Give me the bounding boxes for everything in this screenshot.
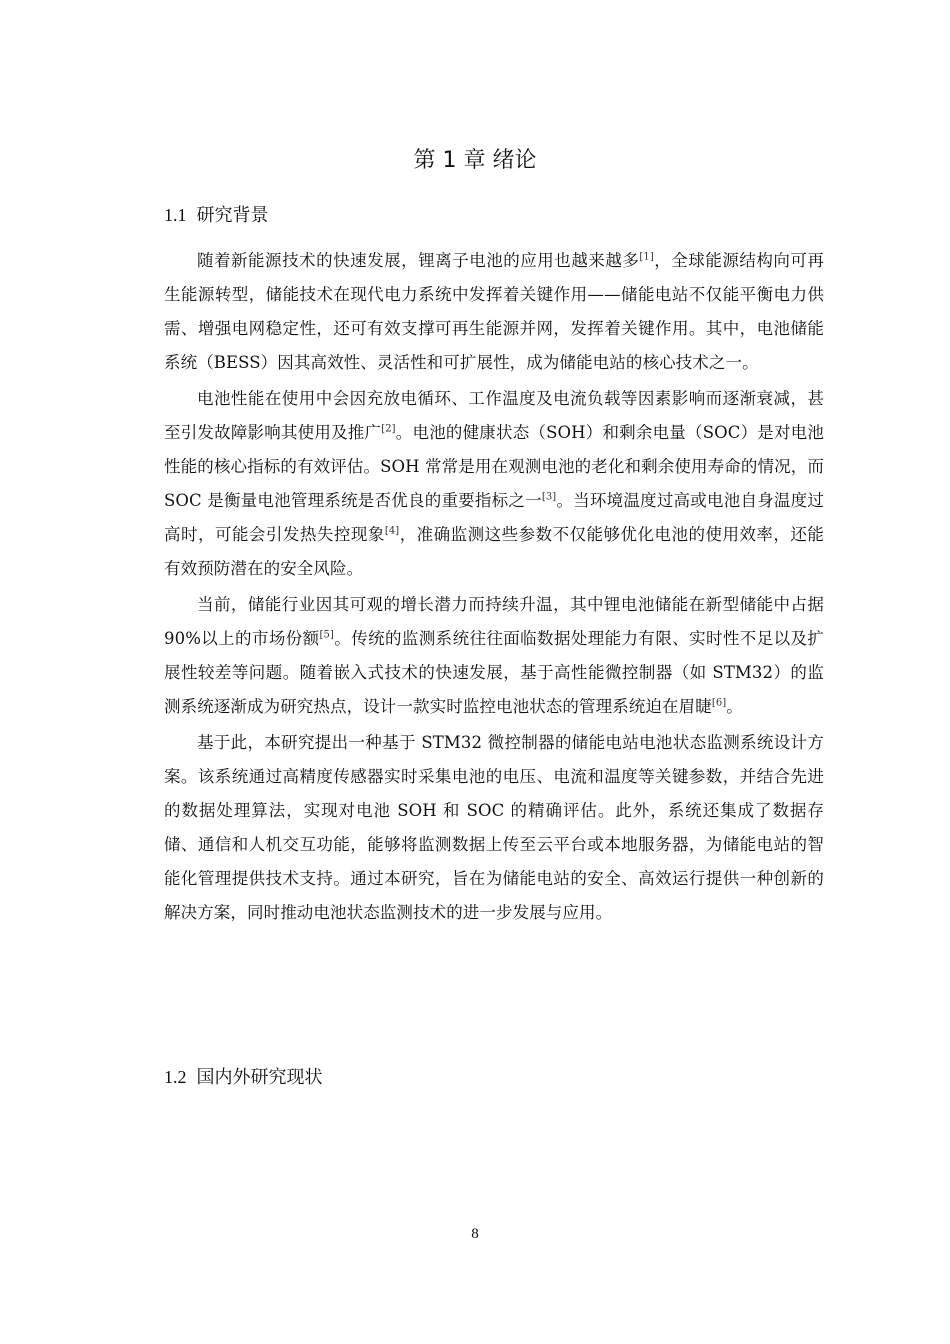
paragraph-text: ，准确监测这些参数不仅能够优化电池的使用效率，还能有效预防潜在的安全风险。 [164,525,824,578]
citation: [6] [711,697,727,709]
body-text [164,244,824,932]
paragraph-3 [164,588,824,724]
citation: [2] [381,423,396,435]
citation: [5] [319,629,335,641]
paragraph-text: 。 [726,697,743,716]
section-title-text: 研究背景 [196,205,269,226]
citation: [1] [639,251,654,263]
paragraph-text: 随着新能源技术的快速发展，锂离子电池的应用也越来越多 [197,251,640,270]
paragraph-text: 。电池的健康状态（SOH）和剩余电量（SOC）是对电池性能的核心指标的有效评估。SOH 常常是用在观测电池的老化和剩余使用寿命的情况，而 SOC 是衡量电池管理系统是否优良的重要指标之一 [164,423,825,510]
paragraph-2 [164,382,824,586]
paragraph-text: 当前，储能行业因其可观的增长潜力而持续升温，其中锂电池储能在新型储能中占据 90%以上的市场份额 [164,595,824,648]
section-number: 1.2 [164,1067,187,1087]
paragraph-text: 基于此，本研究提出一种基于 STM32 微控制器的储能电站电池状态监测系统设计方案。该系统通过高精度传感器实时采集电池的电压、电流和温度等关键参数，并结合先进的数据处理算法，实现对电池 SOH 和 SOC 的精确评估。此外，系统还集成了数据存储、通信和人机交互功能，能够将监测数据上传至云平台或本地服务器，为储能电站的智能化管理提供技术支持。通过本研究，旨在为储能电站的安全、高效运行提供一种创新的解决方案，同时推动电池状态监测技术的进一步发展与应用。 [164,733,824,922]
paragraph-text: ，全球能源结构向可再生能源转型，储能技术在现代电力系统中发挥着关键作用——储能电站不仅能平衡电力供需、增强电网稳定性，还可有效支撑可再生能源并网，发挥着关键作用。其中，电池储能系统（BESS）因其高效性、灵活性和可扩展性，成为储能电站的核心技术之一。 [164,251,825,372]
paragraph-1 [164,244,824,380]
section-heading-1-1 [164,201,269,227]
page-number: 8 [471,1226,479,1242]
section-title-text: 国内外研究现状 [196,1067,323,1088]
paragraph-text: 电池性能在使用中会因充放电循环、工作温度及电流负载等因素影响而逐渐衰减，甚至引发故障影响其使用及推广 [164,389,824,442]
citation: [4] [384,525,400,537]
paragraph-text: 。传统的监测系统往往面临数据处理能力有限、实时性不足以及扩展性较差等问题。随着嵌入式技术的快速发展，基于高性能微控制器（如 STM32）的监测系统逐渐成为研究热点，设计一款实时监控电池状态的管理系统迫在眉睫 [164,629,824,716]
section-heading-1-2 [164,1063,323,1089]
chapter-title: 第 1 章 绪论 [413,148,537,173]
paragraph-4 [164,726,824,930]
paragraph-text: 。当环境温度过高或电池自身温度过高时，可能会引发热失控现象 [164,491,824,544]
section-number: 1.1 [164,205,187,225]
citation: [3] [541,491,557,503]
